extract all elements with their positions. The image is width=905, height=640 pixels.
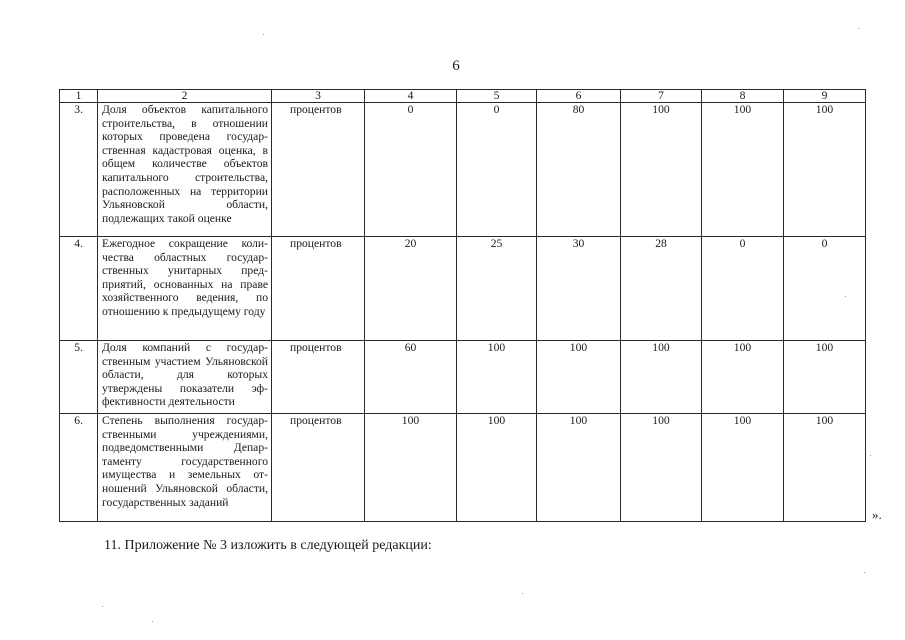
value-cell: 100 (621, 103, 702, 237)
value-cell: 100 (537, 414, 621, 522)
value-cell: 100 (537, 341, 621, 414)
value-cell: 30 (537, 237, 621, 341)
value-cell: 0 (365, 103, 457, 237)
value-cell: 100 (621, 414, 702, 522)
unit-cell: процентов (272, 103, 365, 237)
value-cell: 100 (702, 414, 784, 522)
value-cell: 100 (784, 414, 866, 522)
column-header: 1 (60, 90, 98, 103)
value-cell: 100 (365, 414, 457, 522)
value-cell: 28 (621, 237, 702, 341)
indicators-table (59, 89, 866, 522)
column-header: 4 (365, 90, 457, 103)
unit-cell: процентов (272, 341, 365, 414)
column-header: 2 (98, 90, 272, 103)
column-header: 3 (272, 90, 365, 103)
indicator-name: Ежегодное сокращение количества областных государственных унитарных предприятий, основанных на праве хозяйственного ведения, по отношению к предыдущему году (98, 237, 272, 341)
value-cell: 100 (784, 103, 866, 237)
value-cell: 100 (702, 103, 784, 237)
indicator-name: Доля объектов капитального строительства, в отношении которых проведена государственная кадастровая оценка, в общем количестве объектов капитального строительства, расположенных на территории Ульяновской области, подлежащих такой оценке (98, 103, 272, 237)
column-header: 6 (537, 90, 621, 103)
unit-cell: процентов (272, 237, 365, 341)
value-cell: 0 (457, 103, 537, 237)
table-row (60, 414, 866, 522)
value-cell: 0 (784, 237, 866, 341)
row-number: 4. (60, 237, 98, 341)
scan-speck (152, 621, 153, 622)
indicator-name: Доля компаний с государственным участием Ульяновской области, для которых утверждены показатели эффективности деятельности (98, 341, 272, 414)
column-header: 7 (621, 90, 702, 103)
value-cell: 25 (457, 237, 537, 341)
scan-speck (864, 572, 865, 573)
column-header: 9 (784, 90, 866, 103)
scan-speck (845, 296, 846, 297)
scan-speck (263, 34, 264, 35)
table-header-row (60, 90, 866, 103)
table-row (60, 237, 866, 341)
scan-speck (102, 606, 103, 607)
value-cell: 60 (365, 341, 457, 414)
unit-cell: процентов (272, 414, 365, 522)
value-cell: 0 (702, 237, 784, 341)
closing-quote-mark: ». (872, 507, 882, 522)
value-cell: 100 (457, 341, 537, 414)
page-number: 6 (452, 58, 460, 74)
table-row (60, 341, 866, 414)
row-number: 6. (60, 414, 98, 522)
scan-speck (870, 455, 871, 456)
value-cell: 100 (784, 341, 866, 414)
column-header: 8 (702, 90, 784, 103)
value-cell: 100 (621, 341, 702, 414)
row-number: 5. (60, 341, 98, 414)
scan-speck (522, 593, 523, 594)
value-cell: 100 (457, 414, 537, 522)
row-number: 3. (60, 103, 98, 237)
indicator-name: Степень выполнения государственными учреждениями, подведомственными Департаменту государственного имущества и земельных отношений Ульяновской области, государственных заданий (98, 414, 272, 522)
amendment-item-11: 11. Приложение № 3 изложить в следующей редакции: (104, 538, 432, 553)
value-cell: 20 (365, 237, 457, 341)
value-cell: 80 (537, 103, 621, 237)
value-cell: 100 (702, 341, 784, 414)
scan-speck (858, 28, 859, 29)
column-header: 5 (457, 90, 537, 103)
table-row (60, 103, 866, 237)
